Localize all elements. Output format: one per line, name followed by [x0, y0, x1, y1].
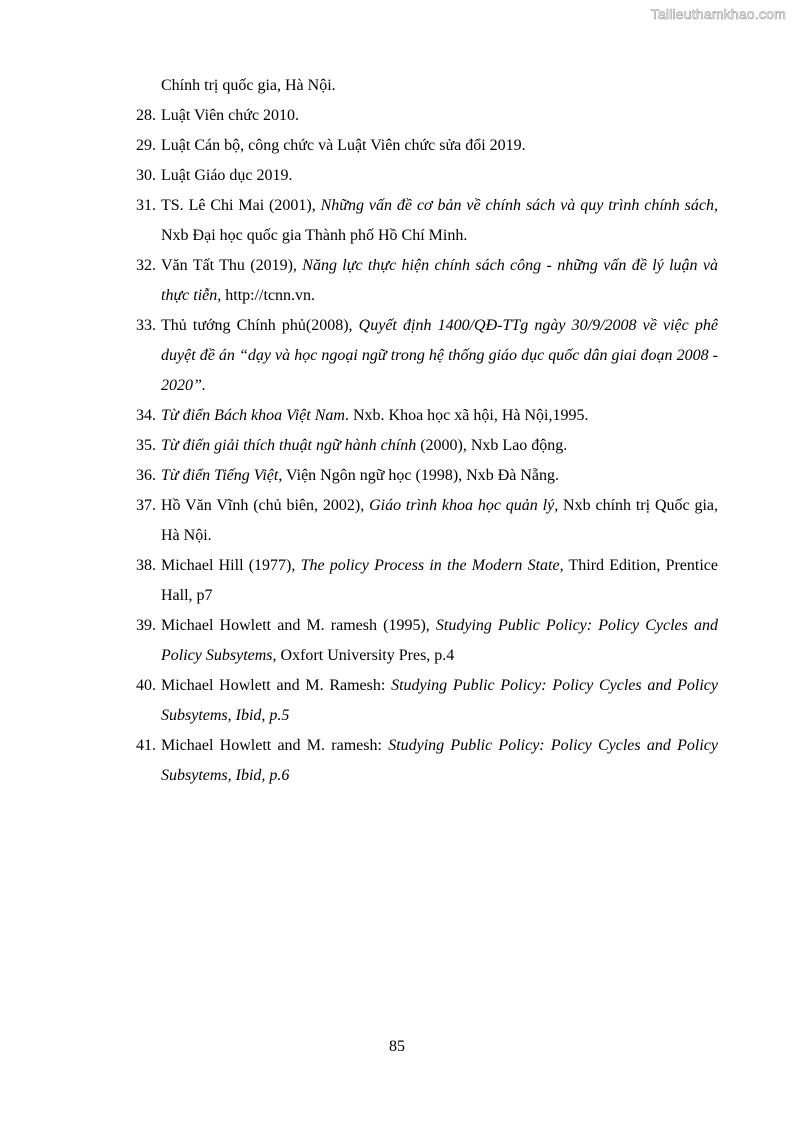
reference-number: 41. [136, 737, 156, 754]
reference-detail: Hồ Văn Vĩnh (chủ biên, 2002), [161, 497, 370, 514]
reference-number: 30. [136, 167, 156, 184]
reference-title: Giáo trình khoa học quản lý, [369, 497, 559, 514]
reference-title: Năng lực thực hiện chính sách công - những vấn đề lý luận và thực tiễn, [161, 257, 719, 304]
reference-detail: Luật Viên chức 2010. [161, 107, 300, 124]
watermark-text: Tailieuthamkhao.com [650, 6, 786, 22]
reference-detail: , Viện Ngôn ngữ học (1998), Nxb Đà Nẵng. [278, 467, 560, 484]
reference-item [136, 431, 718, 461]
reference-number: 39. [136, 617, 156, 634]
reference-title: Studying Public Policy: Policy Cycles and Policy Subsytems, Ibid, p.6 [161, 737, 718, 784]
reference-item [136, 491, 718, 551]
reference-text [161, 467, 559, 484]
reference-title: Quyết định 1400/QĐ-TTg ngày 30/9/2008 về việc phê duyệt đề án “dạy và học ngoại ngữ trong hệ thống giáo dục quốc dân giai đoạn 2008 - 2020”. [161, 317, 719, 394]
reference-item [136, 131, 718, 161]
reference-text [161, 557, 718, 604]
reference-title: Từ điển giải thích thuật ngữ hành chính [161, 437, 417, 454]
reference-item [136, 101, 718, 131]
reference-number: 34. [136, 407, 156, 424]
reference-title: Studying Public Policy: Policy Cycles and Policy Subsytems, [161, 617, 718, 664]
reference-text [161, 167, 293, 184]
reference-number: 40. [136, 677, 156, 694]
reference-text [161, 617, 718, 664]
reference-text: Chính trị quốc gia, Hà Nội. [161, 77, 336, 94]
reference-title: Từ điển Bách khoa Việt Nam [161, 407, 345, 424]
reference-detail: TS. Lê Chi Mai (2001), [161, 197, 321, 214]
reference-text [161, 407, 588, 424]
reference-detail: Văn Tất Thu (2019), [161, 257, 303, 274]
reference-text [161, 107, 299, 124]
reference-detail: (2000), Nxb Lao động. [416, 437, 568, 454]
reference-item [136, 251, 718, 311]
reference-item [136, 611, 718, 671]
reference-detail: Michael Hill (1977), [161, 557, 301, 574]
reference-title: Những vấn đề cơ bản về chính sách và quy trình chính sách, [320, 197, 719, 214]
reference-item [136, 161, 718, 191]
reference-detail: Michael Howlett and M. ramesh (1995), [161, 617, 436, 634]
reference-text [161, 497, 718, 544]
reference-item [136, 671, 718, 731]
reference-text [161, 317, 718, 394]
reference-detail: Third Edition, Prentice Hall, p7 [161, 557, 718, 604]
reference-number: 37. [136, 497, 156, 514]
reference-item [136, 191, 718, 251]
reference-text [161, 257, 718, 304]
reference-number: 33. [136, 317, 156, 334]
reference-text [161, 197, 718, 244]
reference-item [136, 311, 718, 401]
reference-text [161, 677, 718, 724]
reference-detail: Luật Cán bộ, công chức và Luật Viên chức sửa đổi 2019. [161, 137, 526, 154]
reference-detail: . Nxb. Khoa học xã hội, Hà Nội,1995. [344, 407, 589, 424]
reference-number: 36. [136, 467, 156, 484]
reference-detail: Michael Howlett and M. Ramesh: [161, 677, 392, 694]
reference-title: Studying Public Policy: Policy Cycles and Policy Subsytems, Ibid, p.5 [161, 677, 718, 724]
reference-detail: Michael Howlett and M. ramesh: [161, 737, 389, 754]
reference-title: The policy Process in the Modern State, [300, 557, 564, 574]
reference-number: 38. [136, 557, 156, 574]
page-number: 85 [389, 1038, 405, 1055]
reference-number: 29. [136, 137, 156, 154]
reference-detail: Nxb Đại học quốc gia Thành phố Hồ Chí Minh. [161, 227, 468, 244]
reference-detail: http://tcnn.vn. [221, 287, 316, 304]
reference-number: 35. [136, 437, 156, 454]
reference-detail: Nxb chính trị Quốc gia, Hà Nội. [161, 497, 718, 544]
reference-item [136, 551, 718, 611]
reference-item [136, 401, 718, 431]
reference-detail: Thủ tướng Chính phủ(2008), [161, 317, 359, 334]
reference-detail: Luật Giáo dục 2019. [161, 167, 293, 184]
reference-detail: Oxfort University Pres, p.4 [276, 647, 455, 664]
reference-continuation [136, 71, 718, 101]
reference-text [161, 437, 567, 454]
reference-item [136, 731, 718, 791]
reference-list [136, 71, 718, 791]
reference-title: Từ điển Tiếng Việt [161, 467, 279, 484]
reference-number: 31. [136, 197, 156, 214]
reference-text [161, 737, 718, 784]
reference-text [161, 137, 526, 154]
reference-number: 28. [136, 107, 156, 124]
reference-number: 32. [136, 257, 156, 274]
reference-item [136, 461, 718, 491]
